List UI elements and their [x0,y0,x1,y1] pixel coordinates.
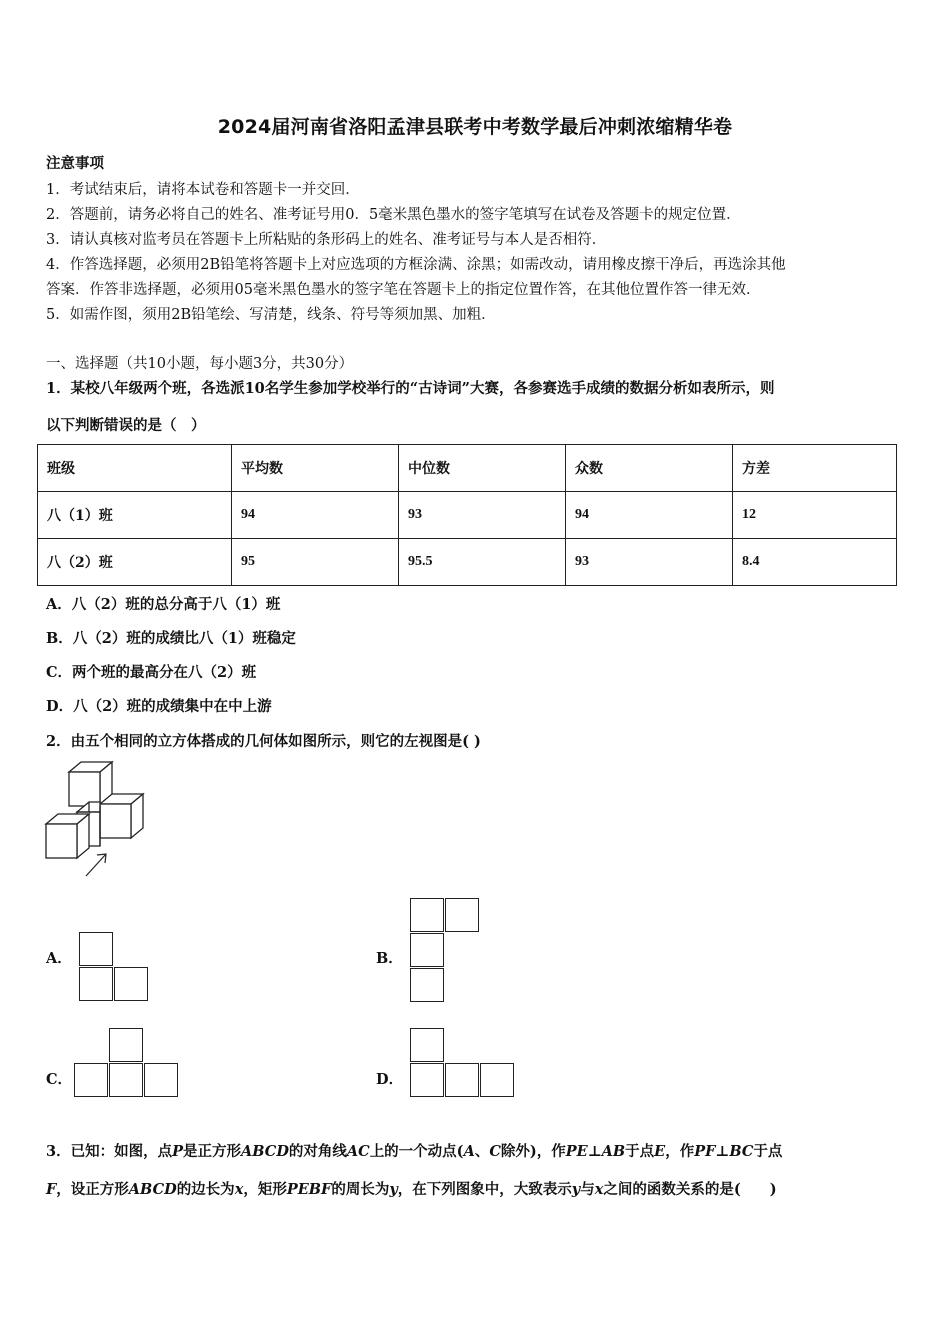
text-run: ，作 [665,1143,695,1160]
table-header-row [38,445,897,492]
table-header-cell: 众数 [566,445,733,492]
text-run: ，在下列图象中，大致表示 [397,1181,572,1198]
table-cell: 93 [566,539,733,586]
page-title: 2024届河南省洛阳孟津县联考中考数学最后冲刺浓缩精华卷 [217,116,733,138]
math-var: PF [694,1143,716,1160]
text-run: 于点 [625,1143,655,1160]
table-row [38,539,897,586]
view-square [410,1063,444,1097]
option-d: D．八（2）班的成绩集中在中上游 [46,698,272,715]
math-var: BC [729,1143,754,1160]
table-header-cell: 中位数 [399,445,566,492]
text-run: 的周长为 [331,1181,390,1198]
option-b: B．八（2）班的成绩比八（1）班稳定 [46,630,296,647]
text-run: 的对角线 [288,1143,347,1160]
math-var: x [234,1181,244,1198]
text-run: 的边长为 [176,1181,235,1198]
table-cell: 8.4 [733,539,897,586]
table-cell: 94 [566,492,733,539]
note-item: 5．如需作图，须用2B铅笔绘、写清楚，线条、符号等须加黑、加粗． [46,307,496,323]
text-run: 是正方形 [183,1143,241,1160]
math-var: y [571,1181,581,1198]
text-run: ，设正方形 [56,1181,129,1198]
cube-figure [40,760,150,882]
math-var: PEBF [286,1181,332,1198]
table-header-cell: 方差 [733,445,897,492]
note-item: 答案．作答非选择题，必须用05毫米黑色墨水的签字笔在答题卡上的指定位置作答，在其他位置作答一律无效． [46,282,761,298]
table-cell: 95 [232,539,399,586]
option-a: A．八（2）班的总分高于八（1）班 [46,596,281,613]
text-run: 、 [474,1143,490,1160]
table-header-cell: 班级 [38,445,232,492]
text-run: ，矩形 [243,1181,287,1198]
view-square [445,898,479,932]
table-cell: 八（1）班 [38,492,232,539]
notes-heading: 注意事项 [46,155,104,172]
math-var: PE [565,1143,588,1160]
table-cell: 93 [399,492,566,539]
view-square [445,1063,479,1097]
table-cell: 94 [232,492,399,539]
note-item: 2．答题前，请务必将自己的姓名、准考证号用0．5毫米黑色墨水的签字笔填写在试卷及答题卡的规定位置． [46,207,741,223]
question-1-text-cont: 以下判断错误的是（ ） [46,417,206,434]
math-var: AB [601,1143,626,1160]
view-square [480,1063,514,1097]
section-heading: 一、选择题（共10小题，每小题3分，共30分） [46,356,354,372]
table-cell: 八（2）班 [38,539,232,586]
math-var: AC [346,1143,370,1160]
table-row [38,492,897,539]
question-3-text [46,1140,782,1161]
math-var: y [389,1181,398,1198]
view-square [410,898,444,932]
text-run: 与 [580,1181,595,1198]
view-square [109,1063,143,1097]
view-square [410,968,444,1002]
view-square [109,1028,143,1062]
math-var: A [463,1143,475,1160]
view-square [79,967,113,1001]
option-c: C．两个班的最高分在八（2）班 [46,664,257,681]
q2-option-a-label: A． [46,950,72,967]
text-run: 上的一个动点( [369,1143,464,1160]
table-cell: 95.5 [399,539,566,586]
view-square [410,1028,444,1062]
note-item: 1．考试结束后，请将本试卷和答题卡一并交回． [46,182,360,198]
q2-option-b-label: B． [376,950,403,967]
math-var: ABCD [128,1181,177,1198]
text-run: 于点 [753,1143,783,1160]
math-var: E [654,1143,666,1160]
question-3-text-cont [46,1178,777,1199]
q2-option-c-label: C． [46,1071,73,1088]
math-var: F [46,1181,57,1198]
score-table [37,444,897,586]
table-header-cell: 平均数 [232,445,399,492]
math-symbol: ⊥ [715,1143,730,1160]
math-var: ABCD [241,1143,289,1160]
text-run: 3．已知：如图，点 [46,1143,173,1160]
view-square [114,967,148,1001]
table-cell: 12 [733,492,897,539]
view-square [144,1063,178,1097]
question-2-text: 2．由五个相同的立方体搭成的几何体如图所示，则它的左视图是( ) [46,733,481,750]
math-symbol: ⊥ [587,1143,602,1160]
q2-option-d-label: D． [376,1071,404,1088]
text-run: 除外)，作 [500,1143,566,1160]
note-item: 3．请认真核对监考员在答题卡上所粘贴的条形码上的姓名、准考证号与本人是否相符． [46,232,607,248]
note-item: 4．作答选择题，必须用2B铅笔将答题卡上对应选项的方框涂满、涂黑；如需改动，请用橡皮擦干净后，再选涂其他 [46,257,786,273]
text-run: 之间的函数关系的是( ) [603,1181,777,1198]
math-var: x [594,1181,604,1198]
math-var: C [489,1143,501,1160]
question-1-text: 1．某校八年级两个班，各选派10名学生参加学校举行的“古诗词”大赛，各参赛选手成绩的数据分析如表所示，则 [46,380,775,397]
view-square [410,933,444,967]
math-var: P [172,1143,183,1160]
view-square [74,1063,108,1097]
view-square [79,932,113,966]
